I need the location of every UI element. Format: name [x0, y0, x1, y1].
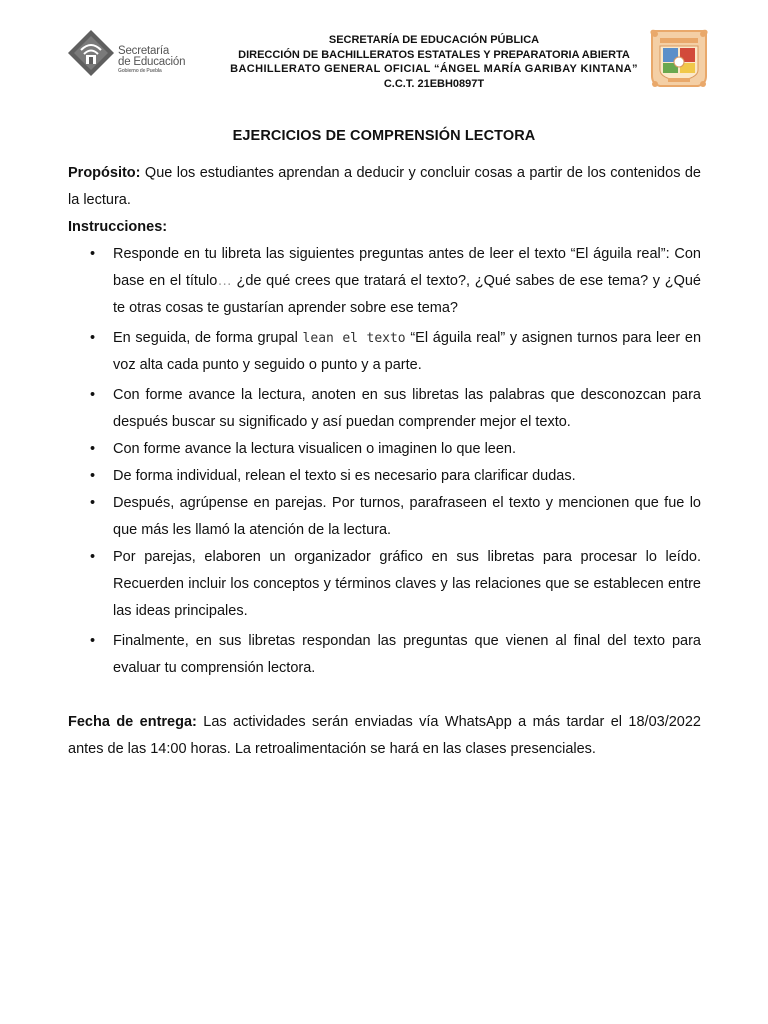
institution-header	[190, 33, 678, 91]
bullet-icon: •	[90, 468, 96, 484]
due-date-text: Las actividades serán enviadas vía WhatsApp a más tardar el 18/03/2022 antes de las 14:00 horas. La retroalimentación se hará en las clases presenciales.	[68, 714, 702, 757]
logo-word-1: Secretaría	[118, 45, 170, 57]
instructions-list	[68, 241, 701, 682]
bullet-icon: •	[90, 549, 96, 565]
document-title: EJERCICIOS DE COMPRENSIÓN LECTORA	[232, 128, 536, 144]
instruction-2-text-b: “El águila real” y asignen turnos para leer en voz alta cada punto y seguido o punto y a parte.	[113, 330, 702, 373]
bullet-icon: •	[90, 387, 96, 403]
header-line-1: SECRETARÍA DE EDUCACIÓN PÚBLICA	[328, 34, 540, 46]
bullet-icon: •	[90, 495, 96, 511]
purpose-label: Propósito:	[68, 165, 141, 181]
instruction-1-text-b: ¿de qué crees que tratará el texto?, ¿Qué sabes de ese tema? y ¿Qué te otras cosas te gustarían aprender sobre ese tema?	[113, 273, 701, 316]
bullet-icon: •	[90, 246, 96, 262]
header-line-4: C.C.T. 21EBH0897T	[383, 77, 485, 90]
instruction-1-text-a: Responde en tu libreta las siguientes preguntas antes de leer el texto “El águila real”: Con base en el título	[113, 246, 701, 289]
sep-emblem-icon	[66, 28, 116, 78]
bullet-icon: •	[90, 330, 96, 346]
instruction-4-text: Con forme avance la lectura visualicen o imaginen lo que leen.	[113, 441, 517, 457]
sep-puebla-logo	[66, 24, 186, 82]
due-date-paragraph	[68, 709, 701, 763]
instruction-item-1	[68, 241, 701, 322]
due-date-label: Fecha de entrega:	[68, 714, 197, 730]
document-body	[68, 160, 701, 763]
school-crest-icon	[646, 26, 712, 92]
purpose-text: Que los estudiantes aprendan a deducir y concluir cosas a partir de los contenidos de la lectura.	[68, 165, 701, 208]
header-line-2: DIRECCIÓN DE BACHILLERATOS ESTATALES Y PREPARATORIA ABIERTA	[238, 48, 630, 61]
sep-wordmark	[118, 46, 185, 75]
spacer	[68, 682, 701, 709]
instruction-6-text: Después, agrúpense en parejas. Por turnos, parafraseen el texto y mencionen que fue lo que más les llamó la atención de la lectura.	[113, 495, 701, 538]
instructions-heading: Instrucciones:	[68, 219, 168, 235]
logo-word-2: de Educación	[118, 56, 186, 68]
instruction-item-6	[68, 490, 701, 544]
instruction-7-text: Por parejas, elaboren un organizador gráfico en sus libretas para procesar lo leído. Recuerden incluir los conceptos y términos claves y las relaciones que se establecen entre las ideas principales.	[113, 549, 701, 619]
instruction-item-7	[68, 544, 701, 625]
instruction-item-3	[68, 382, 701, 436]
instruction-2-insert: lean el texto	[302, 331, 406, 346]
instruction-5-text: De forma individual, relean el texto si es necesario para clarificar dudas.	[113, 468, 576, 484]
purpose-paragraph	[68, 160, 701, 214]
instruction-2-text-a: En seguida, de forma grupal	[113, 330, 303, 346]
instruction-item-8	[68, 628, 701, 682]
instruction-item-2	[68, 325, 701, 379]
logo-subtitle: Gobierno de Puebla	[118, 68, 162, 74]
instruction-3-text: Con forme avance la lectura, anoten en sus libretas las palabras que desconozcan para después buscar su significado y así puedan comprender mejor el texto.	[113, 387, 701, 430]
instruction-1-ellipsis: …	[217, 273, 232, 289]
instruction-item-4	[68, 436, 701, 463]
instruction-8-text: Finalmente, en sus libretas respondan las preguntas que vienen al final del texto para evaluar tu comprensión lectora.	[113, 633, 701, 676]
header-line-3: BACHILLERATO GENERAL OFICIAL “ÁNGEL MARÍA GARIBAY KINTANA”	[230, 63, 638, 75]
bullet-icon: •	[90, 633, 96, 649]
bullet-icon: •	[90, 441, 96, 457]
instruction-item-5	[68, 463, 701, 490]
